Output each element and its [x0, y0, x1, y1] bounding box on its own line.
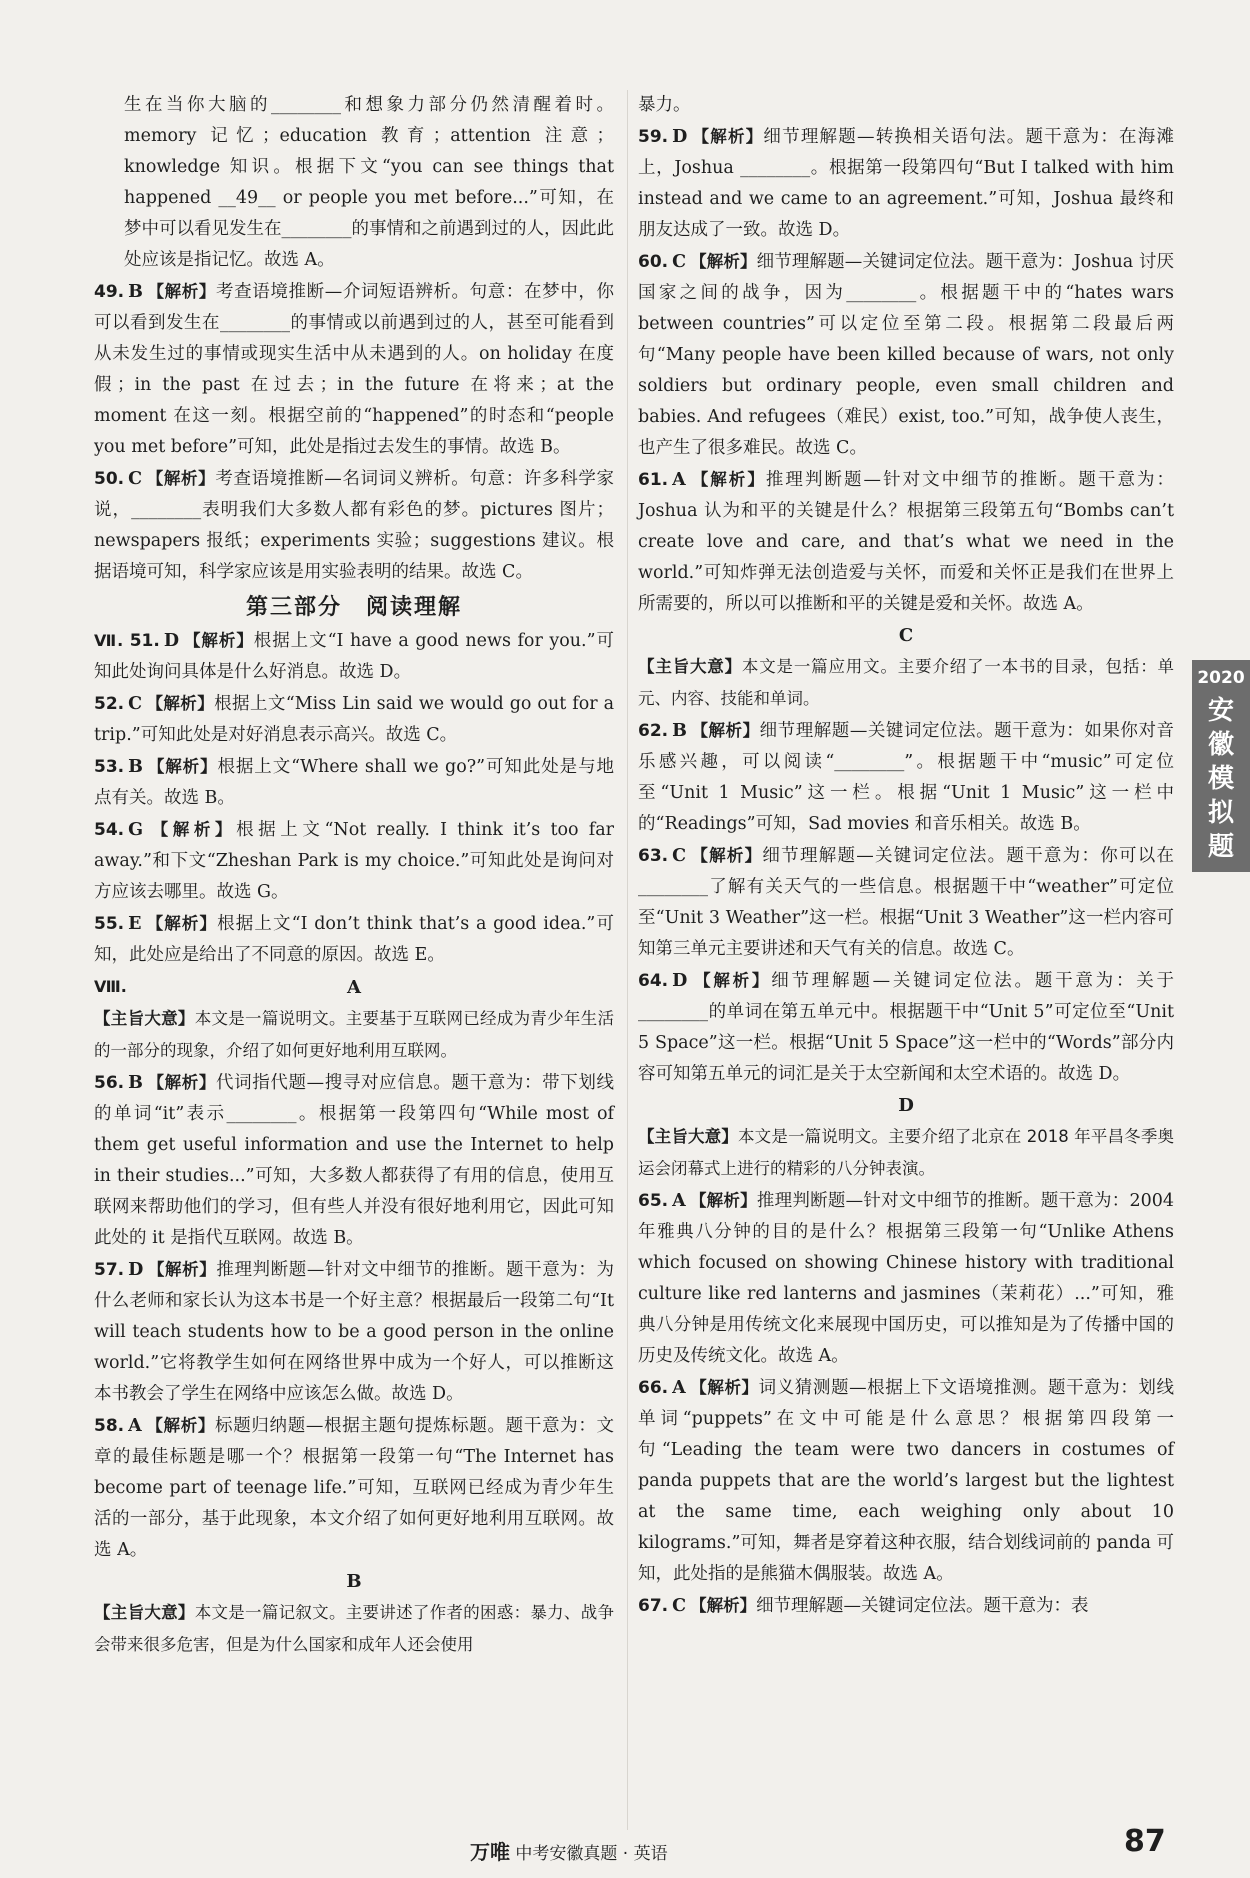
- answer-52: 52. C 【解析】根据上文“Miss Lin said we would go out for a trip.”可知此处是对好消息表示高兴。故选 C。: [94, 694, 615, 745]
- answer-62: 62. B 【解析】细节理解题—关键词定位法。题干意为：如果你对音乐感兴趣，可以阅读“________”。根据题干中“music”可定位至“Unit 1 Music”这一栏。根据“Unit 1 Music”这一栏中的“Readings”可知，Sad movies 和音乐相关。故选 B。: [638, 721, 1175, 834]
- answer-50: 50. C 【解析】考查语境推断—名词词义辨析。句意：许多科学家说，________表明我们大多数人都有彩色的梦。pictures 图片；newspapers 报纸；experiments 实验；suggestions 建议。根据语境可知，科学家应该是用实验表明的结果。故选 C。: [94, 469, 615, 582]
- answer-63: 63. C 【解析】细节理解题—关键词定位法。题干意为：你可以在________了解有关天气的一些信息。根据题干中“weather”可定位至“Unit 3 Weather”这一栏。根据“Unit 3 Weather”这一栏内容可知第三单元主要讲述和天气有关的信息。故选 C。: [638, 846, 1175, 959]
- summary-c: 【主旨大意】本文是一篇应用文。主要介绍了一本书的目录，包括：单元、内容、技能和单词。: [638, 657, 1175, 708]
- answer-55: 55. E 【解析】根据上文“I don’t think that’s a good idea.”可知，此处应是给出了不同意的原因。故选 E。: [94, 914, 615, 965]
- answer-54: 54. G 【解析】根据上文“Not really. I think it’s too far away.”和下文“Zheshan Park is my choice.”可知此处是询问对方应该去哪里。故选 G。: [94, 820, 614, 902]
- answer-64: 64. D 【解析】细节理解题—关键词定位法。题干意为：关于________的单词在第五单元中。根据题干中“Unit 5”可定位至“Unit 5 Space”这一栏。根据“Unit 5 Space”这一栏中的“Words”部分内容可知第五单元的词汇是关于太空新闻和太空术语的。故选 D。: [638, 971, 1175, 1084]
- passage-a-title: A: [347, 977, 361, 998]
- answer-51: Ⅶ. 51. D 【解析】根据上文“I have a good news for you.”可知此处询问具体是什么好消息。故选 D。: [94, 631, 614, 682]
- right-column: [638, 90, 1174, 1622]
- summary-b-cont: 暴力。: [638, 95, 691, 115]
- answer-59: 59. D 【解析】细节理解题—转换相关语句法。题干意为：在海滩上，Joshua ________。根据第一段第四句“But I talked with him instead and we came to an agreement.”可知，Joshua 最终和朋友达成了一致。故选 D。: [638, 127, 1174, 240]
- page-number: 87: [1124, 1824, 1166, 1859]
- side-tab: [1192, 660, 1250, 872]
- footer-brand: [470, 1836, 668, 1865]
- summary-b: 【主旨大意】本文是一篇记叙文。主要讲述了作者的困惑：暴力、战争会带来很多危害，但是为什么国家和成年人还会使用: [94, 1603, 615, 1654]
- answer-61: 61. A 【解析】推理判断题—针对文中细节的推断。题干意为：Joshua 认为和平的关键是什么？根据第三段第五句“Bombs can’t create love and care, and that’s what we need in the world.”可知炸弹无法创造爱与关怀，而爱和关怀正是我们在世界上所需要的，所以可以推断和平的关键是爱和关怀。故选 A。: [638, 470, 1175, 614]
- answer-60: 60. C 【解析】细节理解题—关键词定位法。题干意为：Joshua 讨厌国家之间的战争，因为________。根据题干中的“hates wars between countries”可以定位至第二段。根据第二段最后两句“Many people have been killed because of wars, not only soldiers but ordinary people, even small children and babies. And refugees（难民）exist, too.”可知，战争使人丧生，也产生了很多难民。故选 C。: [638, 252, 1174, 458]
- answer-56: 56. B 【解析】代词指代题—搜寻对应信息。题干意为：带下划线的单词“it”表示________。根据第一段第四句“While most of them get useful information and use the Internet to help in their studies...”可知，大多数人都获得了有用的信息，使用互联网来帮助他们的学习，但有些人并没有很好地利用它，因此可知此处的 it 是指代互联网。故选 B。: [94, 1073, 615, 1248]
- passage-c-title: C: [898, 625, 914, 646]
- answer-58: 58. A 【解析】标题归纳题—根据主题句提炼标题。题干意为：文章的最佳标题是哪一个？根据第一段第一句“The Internet has become part of teenage life.”可知，互联网已经成为青少年生活的一部分，基于此现象，本文介绍了如何更好地利用互联网。故选 A。: [94, 1416, 615, 1560]
- passage-b-title: B: [346, 1571, 362, 1592]
- passage-d-title: D: [898, 1095, 914, 1116]
- summary-d: 【主旨大意】本文是一篇说明文。主要介绍了北京在 2018 年平昌冬季奥运会闭幕式上进行的精彩的八分钟表演。: [638, 1127, 1175, 1178]
- side-tab-label: 安徽模拟题: [1207, 696, 1234, 862]
- summary-a: 【主旨大意】本文是一篇说明文。主要基于互联网已经成为青少年生活的一部分的现象，介绍了如何更好地利用互联网。: [94, 1009, 615, 1060]
- column-divider: [627, 90, 628, 1830]
- section-title: 第三部分 阅读理解: [245, 595, 462, 620]
- section-8-heading: Ⅷ.: [94, 977, 127, 996]
- footer-title: 中考安徽真题 · 英语: [515, 1844, 668, 1864]
- paragraph-48-cont: 生在当你大脑的________和想象力部分仍然清醒着时。memory 记忆；education 教育；attention 注意；knowledge 知识。根据下文“you can see things that happened __49__ or people you met before...”可知，在梦中可以看见发生在________的事情和之前遇到过的人，因此此处应该是指记忆。故选 A。: [124, 95, 614, 270]
- side-tab-year: 2020: [1197, 668, 1245, 688]
- answer-67: 67. C 【解析】细节理解题—关键词定位法。题干意为：表: [638, 1596, 1089, 1616]
- answer-57: 57. D 【解析】推理判断题—针对文中细节的推断。题干意为：为什么老师和家长认为这本书是一个好主意？根据最后一段第二句“It will teach students how to be a good person in the online world.”它将教学生如何在网络世界中成为一个好人，可以推断这本书教会了学生在网络中应该怎么做。故选 D。: [94, 1260, 615, 1404]
- brand-logo: 万唯: [470, 1840, 510, 1864]
- page-footer: [0, 1824, 1250, 1870]
- answer-66: 66. A 【解析】词义猜测题—根据上下文语境推测。题干意为：划线单词“puppets”在文中可能是什么意思？根据第四段第一句“Leading the team were two dancers in costumes of panda puppets that are the world’s largest but the lightest at the same time, each weighing only about 10 kilograms.”可知，舞者是穿着这种衣服，结合划线词前的 panda 可知，此处指的是熊猫木偶服装。故选 A。: [638, 1378, 1175, 1584]
- answer-65: 65. A 【解析】推理判断题—针对文中细节的推断。题干意为：2004 年雅典八分钟的目的是什么？根据第三段第一句“Unlike Athens which focused on showing Chinese history with traditional culture like red lanterns and jasmines（茉莉花）...”可知，雅典八分钟是用传统文化来展现中国历史，可以推知是为了传播中国的历史及传统文化。故选 A。: [638, 1191, 1174, 1366]
- answer-49: 49. B 【解析】考查语境推断—介词短语辨析。句意：在梦中，你可以看到发生在________的事情或以前遇到过的人，甚至可能看到从未发生过的事情或现实生活中从未遇到的人。on holiday 在度假；in the past 在过去；in the future 在将来；at the moment 在这一刻。根据空前的“happened”的时态和“people you met before”可知，此处是指过去发生的事情。故选 B。: [94, 282, 615, 457]
- left-column: [94, 90, 614, 1661]
- answer-53: 53. B 【解析】根据上文“Where shall we go?”可知此处是与地点有关。故选 B。: [94, 757, 614, 808]
